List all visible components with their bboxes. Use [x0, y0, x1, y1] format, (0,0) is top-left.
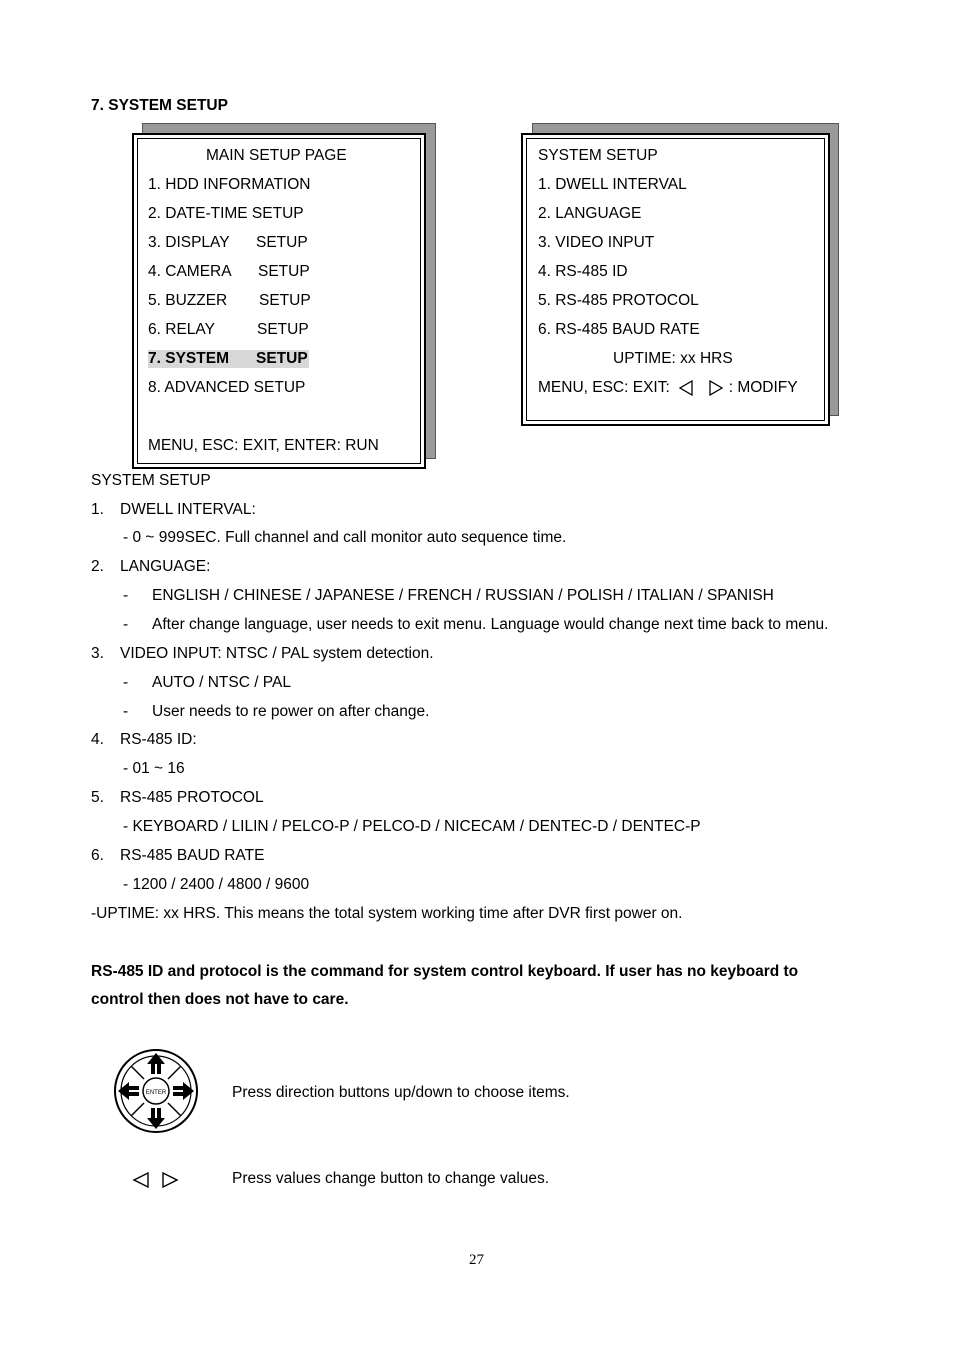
system-menu-item-rs485-id[interactable]: 4. RS-485 ID	[538, 263, 628, 280]
protocol-list: - KEYBOARD / LILIN / PELCO-P / PELCO-D / NICECAM / DENTEC-D / DENTEC-P	[123, 818, 701, 835]
bullet-dash: -	[123, 616, 129, 633]
enter-button-label: ENTER	[145, 1090, 167, 1096]
main-menu-item-system-selected[interactable]: 7. SYSTEM SETUP	[148, 350, 308, 367]
rs485-id-range: - 01 ~ 16	[123, 760, 185, 777]
left-triangle-icon	[132, 1171, 150, 1189]
item-rs485-baud-label: RS-485 BAUD RATE	[120, 847, 265, 864]
main-menu-title: MAIN SETUP PAGE	[206, 147, 347, 164]
item-rs485-baud-num: 6.	[91, 847, 104, 864]
item-rs485-protocol-num: 5.	[91, 789, 104, 806]
main-menu-footer: MENU, ESC: EXIT, ENTER: RUN	[148, 437, 379, 454]
item-video-num: 3.	[91, 645, 104, 662]
keyboard-note-line2: control then does not have to care.	[91, 991, 349, 1008]
right-triangle-icon	[161, 1171, 179, 1189]
section-title: 7. SYSTEM SETUP	[91, 97, 228, 114]
system-menu-uptime: UPTIME: xx HRS	[613, 350, 733, 367]
system-menu-item-rs485-protocol[interactable]: 5. RS-485 PROTOCOL	[538, 292, 699, 309]
right-triangle-icon	[708, 380, 724, 396]
dwell-desc: - 0 ~ 999SEC. Full channel and call monitor auto sequence time.	[123, 529, 567, 546]
item-language-num: 2.	[91, 558, 104, 575]
main-menu-item-relay[interactable]: 6. RELAY SETUP	[148, 321, 309, 338]
item-video-label: VIDEO INPUT: NTSC / PAL system detection.	[120, 645, 434, 662]
system-menu-item-video-input[interactable]: 3. VIDEO INPUT	[538, 234, 655, 251]
direction-buttons-text: Press direction buttons up/down to choose items.	[232, 1084, 570, 1101]
uptime-note: -UPTIME: xx HRS. This means the total system working time after DVR first power on.	[91, 905, 683, 922]
item-dwell-label: DWELL INTERVAL:	[120, 501, 256, 518]
bullet-dash: -	[123, 674, 129, 691]
language-options: ENGLISH / CHINESE / JAPANESE / FRENCH / RUSSIAN / POLISH / ITALIAN / SPANISH	[152, 587, 774, 604]
system-menu-title: SYSTEM SETUP	[538, 147, 658, 164]
direction-pad-icon	[113, 1048, 199, 1134]
video-note: User needs to re power on after change.	[152, 703, 430, 720]
page-number: 27	[469, 1252, 484, 1268]
left-triangle-icon	[678, 380, 694, 396]
item-rs485-id-label: RS-485 ID:	[120, 731, 197, 748]
system-menu-item-rs485-baud[interactable]: 6. RS-485 BAUD RATE	[538, 321, 700, 338]
video-options: AUTO / NTSC / PAL	[152, 674, 291, 691]
language-note: After change language, user needs to exit menu. Language would change next time back to menu.	[152, 616, 829, 633]
main-menu-item-display[interactable]: 3. DISPLAY SETUP	[148, 234, 308, 251]
item-rs485-protocol-label: RS-485 PROTOCOL	[120, 789, 264, 806]
system-menu-footer: MENU, ESC: EXIT: : MODIFY	[538, 379, 798, 396]
main-menu-item-camera[interactable]: 4. CAMERA SETUP	[148, 263, 310, 280]
item-language-label: LANGUAGE:	[120, 558, 211, 575]
value-change-text: Press values change button to change values.	[232, 1170, 550, 1187]
bullet-dash: -	[123, 703, 129, 720]
system-menu-item-dwell[interactable]: 1. DWELL INTERVAL	[538, 176, 687, 193]
main-menu-item-advanced[interactable]: 8. ADVANCED SETUP	[148, 379, 306, 396]
keyboard-note-line1: RS-485 ID and protocol is the command for system control keyboard. If user has no keyboard to	[91, 963, 799, 980]
main-menu-item-buzzer[interactable]: 5. BUZZER SETUP	[148, 292, 311, 309]
baud-rate-list: - 1200 / 2400 / 4800 / 9600	[123, 876, 310, 893]
body-heading: SYSTEM SETUP	[91, 472, 211, 489]
system-menu-item-language[interactable]: 2. LANGUAGE	[538, 205, 642, 222]
item-dwell-num: 1.	[91, 501, 104, 518]
main-menu-item-date-time[interactable]: 2. DATE-TIME SETUP	[148, 205, 304, 222]
main-menu-item-hdd[interactable]: 1. HDD INFORMATION	[148, 176, 311, 193]
bullet-dash: -	[123, 587, 129, 604]
item-rs485-id-num: 4.	[91, 731, 104, 748]
